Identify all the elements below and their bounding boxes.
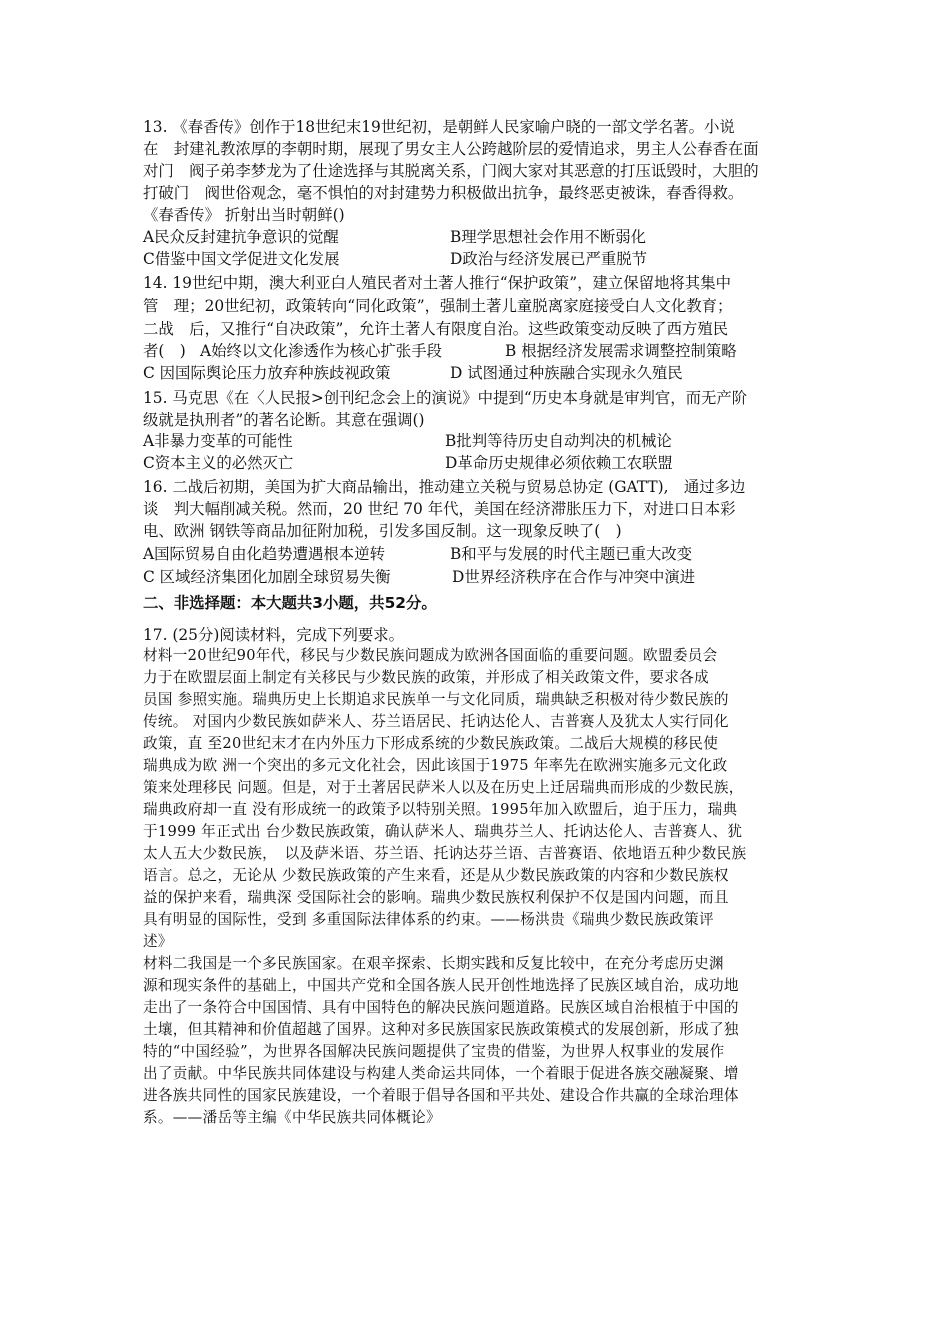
question-13-text-line: 对门 阀子弟李梦龙为了仕途选择与其脱离关系，门阀大家对其恶意的打压诋毁时，大胆的 [143, 162, 759, 180]
question-15-option-c: C资本主义的必然灭亡 [143, 454, 294, 472]
material-one-line: 政策，直 至20世纪末才在内外压力下形成系统的少数民族政策。二战后大规模的移民使 [143, 735, 719, 752]
question-15-text-line: 级就是执刑者”的著名论断。其意在强调() [143, 411, 425, 429]
question-15-option-b: B批判等待历史自动判决的机械论 [445, 432, 672, 450]
material-one-line: 策来处理移民 问题。但是，对于土著居民萨米人以及在历史上迁居瑞典而形成的少数民族， [143, 779, 744, 796]
material-two-line: 材料二我国是一个多民族国家。在艰辛探索、长期实践和反复比较中，在充分考虑历史渊 [143, 955, 724, 972]
question-14-option-a: A始终以文化渗透作为核心扩张手段 [200, 342, 442, 360]
material-one-line: 语言。总之，无论从 少数民族政策的产生来看，还是从少数民族政策的内容和少数民族权 [143, 867, 729, 884]
material-two-line: 出了贡献。中华民族共同体建设与构建人类命运共同体，一个着眼于促进各族交融凝聚、增 [143, 1065, 739, 1082]
question-16-text-line: 电、欧洲 钢铁等商品加征附加税，引发多国反制。这一现象反映了( ) [143, 522, 622, 540]
material-one-line: 材料一20世纪90年代，移民与少数民族问题成为欧洲各国面临的重要问题。欧盟委员会 [143, 647, 718, 664]
material-one-line: 于1999 年正式出 台少数民族政策，确认萨米人、瑞典芬兰人、托讷达伦人、吉普赛人、犹 [143, 823, 743, 840]
material-two-line: 走出了一条符合中国国情、具有中国特色的解决民族问题道路。民族区域自治根植于中国的 [143, 999, 739, 1016]
question-13-text-line: 13. 《春香传》创作于18世纪末19世纪初，是朝鲜人民家喻户晓的一部文学名著。小说 [143, 118, 735, 136]
question-13-option-b: B理学思想社会作用不断弱化 [450, 228, 646, 246]
material-two-line: 特的“中国经验”，为世界各国解决民族问题提供了宝贵的借鉴，为世界人权事业的发展作 [143, 1043, 725, 1060]
question-16-option-a: A国际贸易自由化趋势遭遇根本逆转 [143, 545, 385, 563]
question-16-text-line: 16. 二战后初期，美国为扩大商品输出，推动建立关税与贸易总协定 (GATT), 通过多边 [143, 478, 746, 496]
question-16-option-d: D世界经济秩序在合作与冲突中演进 [452, 568, 696, 586]
question-14-text-line: 管 理；20世纪初，政策转向“同化政策”，强制土著儿童脱离家庭接受白人文化教育； [143, 297, 733, 315]
material-two-line: 进各族共同性的国家民族建设，一个着眼于倡导各国和平共处、建设合作共赢的全球治理体 [143, 1087, 739, 1104]
question-14-text-line: 14. 19世纪中期，澳大利亚白人殖民者对土著人推行“保护政策”，建立保留地将其集中 [143, 274, 731, 292]
question-13-option-c: C借鉴中国文学促进文化发展 [143, 250, 340, 268]
question-16-option-c: C 区域经济集团化加剧全球贸易失衡 [143, 568, 391, 586]
material-one-line: 传统。 对国内少数民族如萨米人、芬兰语居民、托讷达伦人、吉普赛人及犹太人实行同化 [143, 713, 729, 730]
question-14-option-d: D 试图通过种族融合实现永久殖民 [450, 364, 683, 382]
question-14-text-line: 二战 后，又推行“自决政策”，允许土著人有限度自治。这些政策变动反映了西方殖民 [143, 320, 729, 338]
material-one-line: 述》 [143, 933, 173, 950]
question-14-option-b: B 根据经济发展需求调整控制策略 [505, 342, 737, 360]
material-two-line: 源和现实条件的基础上，中国共产党和全国各族人民开创性地选择了民族区域自治，成功地 [143, 977, 739, 994]
question-13-text-line: 《春香传》 折射出当时朝鲜() [143, 206, 345, 224]
question-14-stem-end: 者( ) [143, 342, 186, 360]
question-16-text-line: 谈 判大幅削减关税。然而，20 世纪 70 年代，美国在经济滞胀压力下，对进口日本彩 [143, 500, 736, 518]
material-one-line: 具有明显的国际性，受到 多重国际法律体系的约束。——杨洪贵《瑞典少数民族政策评 [143, 911, 714, 928]
material-one-line: 益的保护来看，瑞典深 受国际社会的影响。瑞典少数民族权利保护不仅是国内问题，而且 [143, 889, 729, 906]
question-13-text-line: 在 封建礼教浓厚的李朝时期，展现了男女主人公跨越阶层的爱情追求，男主人公春香在面 [143, 140, 759, 158]
material-one-line: 瑞典政府却一直 没有形成统一的政策予以特别关照。1995年加入欧盟后，迫于压力，瑞典 [143, 801, 738, 818]
question-14-option-c: C 因国际舆论压力放弃种族歧视政策 [143, 364, 391, 382]
question-13-text-line: 打破门 阀世俗观念，毫不惧怕的对封建势力积极做出抗争，最终恶吏被诛，春香得救。 [143, 184, 744, 202]
material-one-line: 太人五大少数民族， 以及萨米语、芬兰语、托讷达芬兰语、吉普赛语、依地语五种少数民族 [143, 845, 747, 862]
material-one-line: 瑞典成为欧 洲一个突出的多元文化社会，因此该国于1975 年率先在欧洲实施多元文化政 [143, 757, 728, 774]
question-15-text-line: 15. 马克思《在〈人民报>创刊纪念会上的演说》中提到“历史本身就是审判官，而无产阶 [143, 389, 748, 407]
section-title: 二、非选择题：本大题共3小题，共52分。 [143, 594, 437, 612]
question-15-option-a: A非暴力变革的可能性 [143, 432, 293, 450]
question-15-option-d: D革命历史规律必须依赖工农联盟 [445, 454, 673, 472]
material-one-line: 员国 参照实施。瑞典历史上长期追求民族单一与文化同质，瑞典缺乏积极对待少数民族的 [143, 691, 729, 708]
question-16-option-b: B和平与发展的时代主题已重大改变 [450, 545, 693, 563]
material-two-line: 系。——潘岳等主编《中华民族共同体概论》 [143, 1109, 441, 1126]
question-13-option-a: A民众反封建抗争意识的觉醒 [143, 228, 339, 246]
question-13-option-d: D政治与经济发展已严重脱节 [450, 250, 648, 268]
question-17-header: 17. (25分)阅读材料，完成下列要求。 [143, 626, 405, 644]
material-one-line: 力于在欧盟层面上制定有关移民与少数民族的政策，并形成了相关政策文件，要求各成 [143, 669, 709, 686]
material-two-line: 土壤，但其精神和价值超越了国界。这种对多民族国家民族政策模式的发展创新，形成了独 [143, 1021, 739, 1038]
